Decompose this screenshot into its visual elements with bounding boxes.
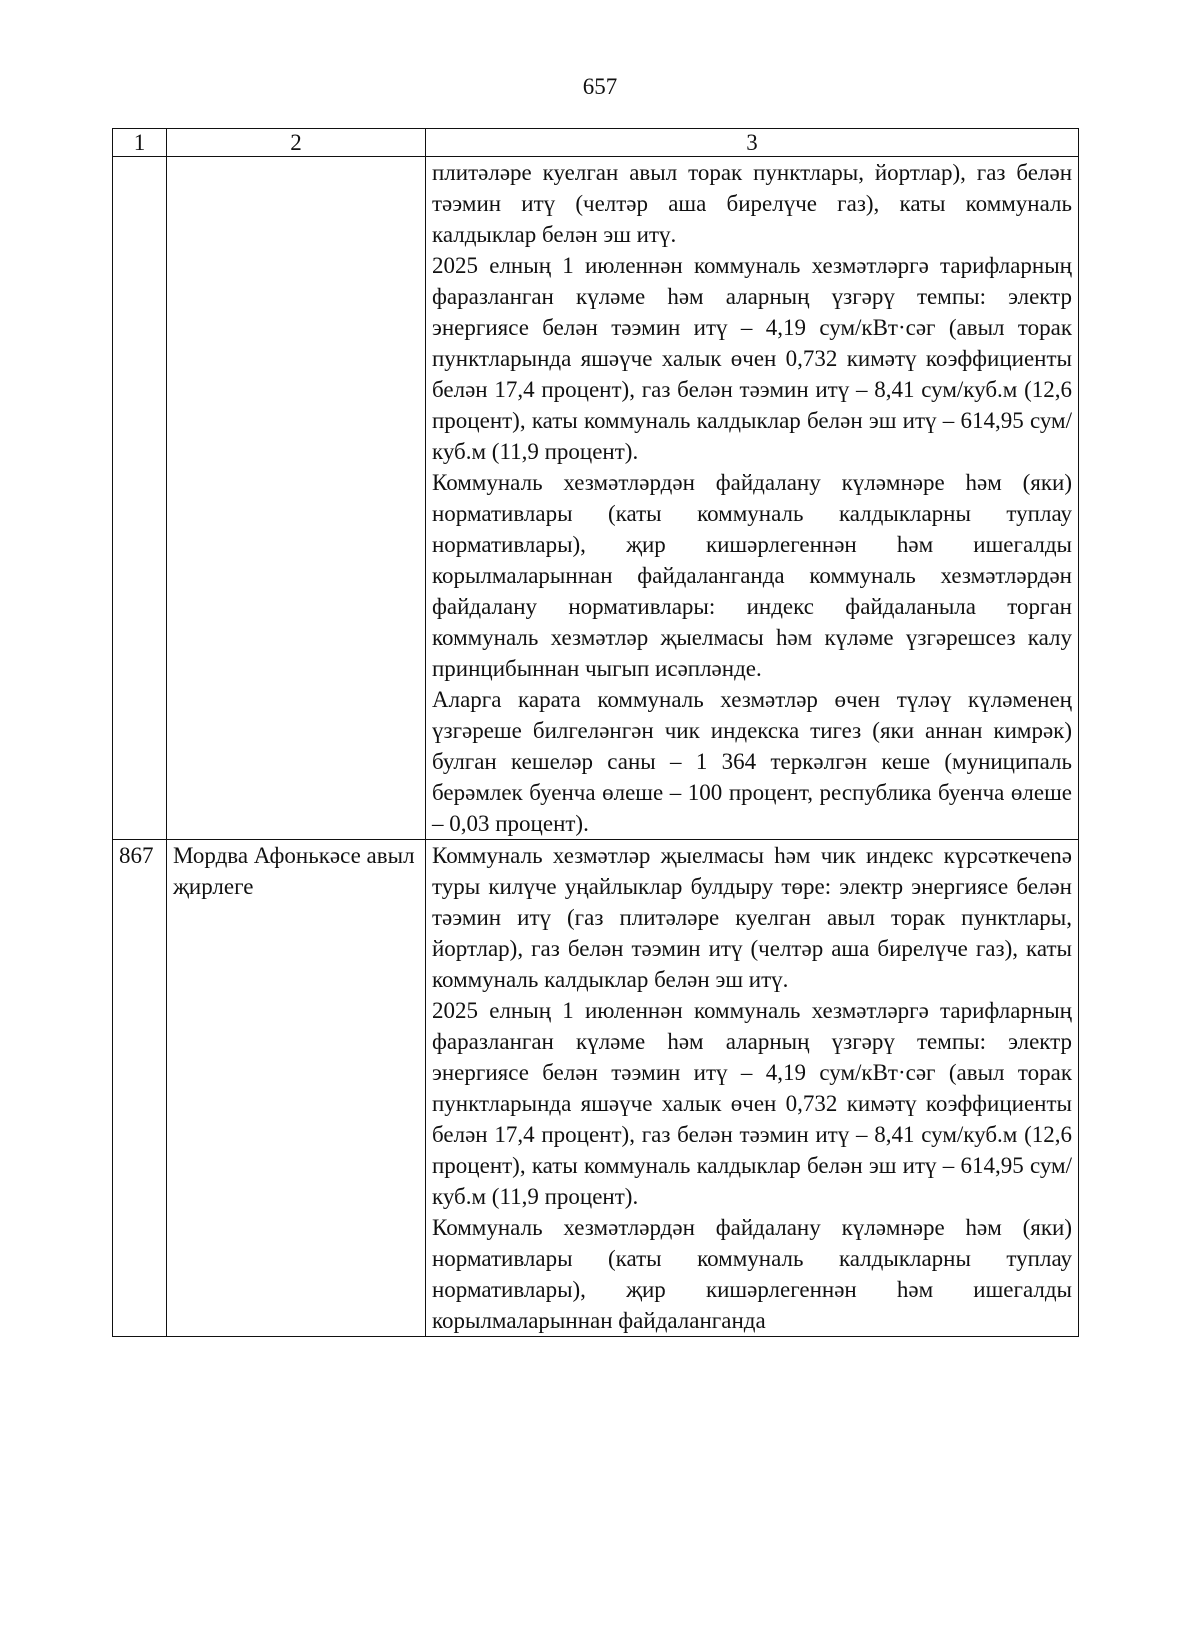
table-header-row bbox=[113, 129, 1079, 157]
description-cell bbox=[426, 840, 1079, 1337]
paragraph: Коммуналь хезмәтләрдән файдалану күләмнәре һәм (яки) нормативлары (каты коммуналь калдыкларны туплау нормативлары), җир кишәрлегеннән һәм ишегалды корылмаларыннан файдаланганда коммуналь хезмәтләрдән файдалану нормативлары: индекс файдаланыла торган коммуналь хезмәтләр җыелмасы һәм күләме үзгәрешсез калу принцибыннан чыгып исәпләнде. bbox=[432, 470, 1072, 681]
table-row bbox=[113, 157, 1079, 840]
paragraph: 2025 елның 1 июленнән коммуналь хезмәтләргә тарифларның фаразланган күләме һәм аларның үзгәрү темпы: электр энергиясе белән тәэмин итү – 4,19 сум/кВт·сәг (авыл торак пунктларында яшәүче халык өчен 0,732 кимәтү коэффициенты белән 17,4 процент), газ белән тәэмин итү – 8,41 сум/куб.м (12,6 процент), каты коммуналь калдыклар белән эш итү – 614,95 сум/куб.м (11,9 процент). bbox=[432, 253, 1072, 464]
paragraph: 2025 елның 1 июленнән коммуналь хезмәтләргә тарифларның фаразланган күләме һәм аларның үзгәрү темпы: электр энергиясе белән тәэмин итү – 4,19 сум/кВт·сәг (авыл торак пунктларында яшәүче халык өчен 0,732 кимәтү коэффициенты белән 17,4 процент), газ белән тәэмин итү – 8,41 сум/куб.м (12,6 процент), каты коммуналь калдыклар белән эш итү – 614,95 сум/куб.м (11,9 процент). bbox=[432, 998, 1072, 1209]
data-table bbox=[112, 128, 1079, 1337]
header-col-2: 2 bbox=[167, 129, 426, 157]
paragraph: Аларга карата коммуналь хезмәтләр өчен түләү күләменең үзгәреше билгеләнгән чик индекска тигез (яки аннан кимрәк) булган кешеләр саны – 1 364 теркәлгән кеше (муниципаль берәмлек буенча өлеше – 100 процент, республика буенча өлеше – 0,03 процент). bbox=[432, 687, 1072, 836]
settlement-name-cell bbox=[167, 157, 426, 840]
settlement-name-cell: Мордва Афонькәсе авыл җирлеге bbox=[167, 840, 426, 1337]
header-col-1: 1 bbox=[113, 129, 167, 157]
paragraph: плитәләре куелган авыл торак пунктлары, йортлар), газ белән тәэмин итү (челтәр аша бирелүче газ), каты коммуналь калдыклар белән эш итү. bbox=[432, 160, 1072, 247]
description-cell bbox=[426, 157, 1079, 840]
row-number-cell: 867 bbox=[113, 840, 167, 1337]
page-number: 657 bbox=[582, 74, 618, 99]
header-col-3: 3 bbox=[426, 129, 1079, 157]
paragraph: Коммуналь хезмәтләрдән файдалану күләмнәре һәм (яки) нормативлары (каты коммуналь калдыкларны туплау нормативлары), җир кишәрлегеннән һәм ишегалды корылмаларыннан файдаланганда bbox=[432, 1215, 1072, 1333]
paragraph: Коммуналь хезмәтләр җыелмасы һәм чик индекс күрсәткечenә туры килүче уңайлыклар булдыру төре: электр энергиясе белән тәэмин итү (газ плитәләре куелган авыл торак пунктлары, йортлар), газ белән тәэмин итү (челтәр аша бирелүче газ), каты коммуналь калдыклар белән эш итү. bbox=[432, 843, 1072, 992]
table-row bbox=[113, 840, 1079, 1337]
row-number-cell bbox=[113, 157, 167, 840]
